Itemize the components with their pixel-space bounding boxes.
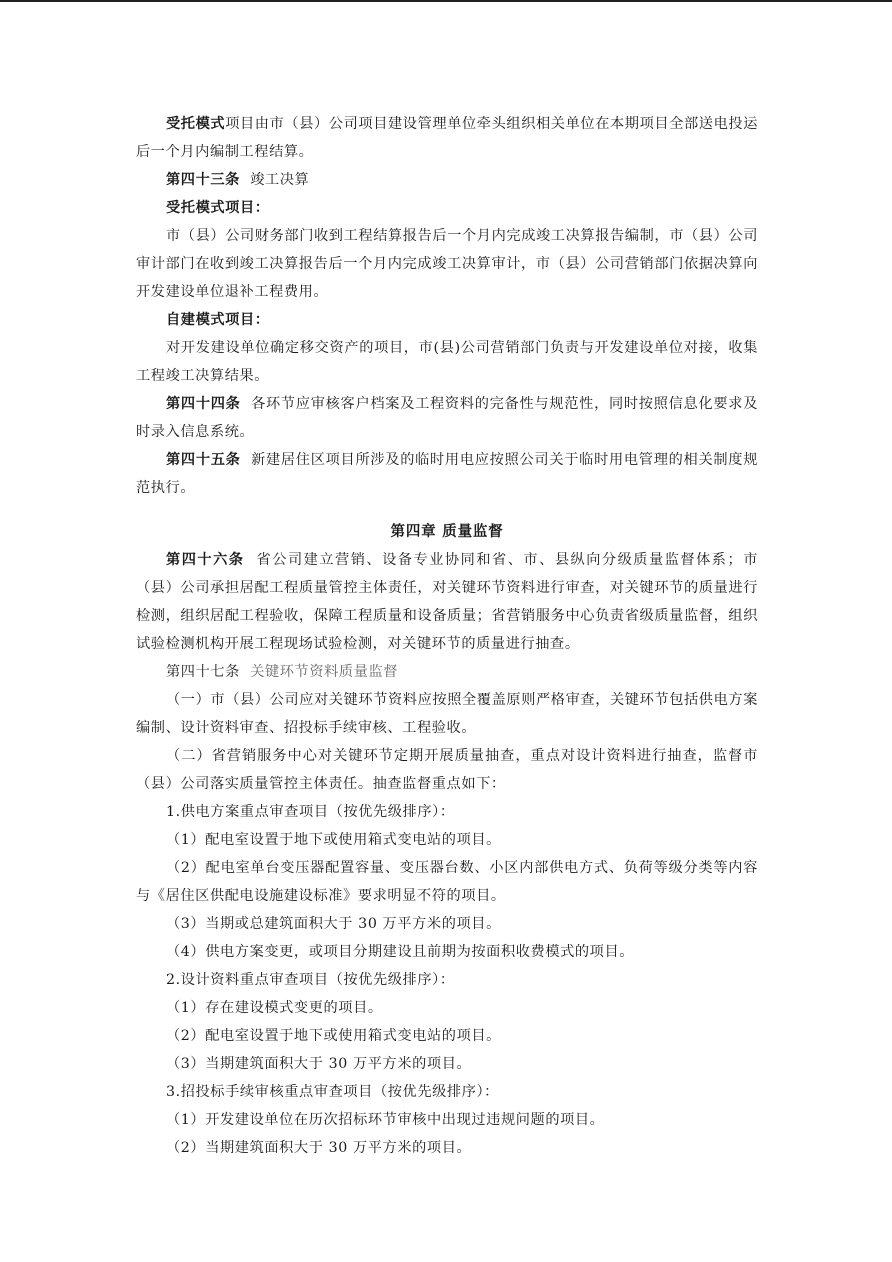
list-item: （1）开发建设单位在历次招标环节审核中出现过违规问题的项目。 xyxy=(166,1112,605,1128)
self-build-mode-paragraph: 对开发建设单位确定移交资产的项目，市(县)公司营销部门负责与开发建设单位对接，收集工程竣工决算结果。 xyxy=(136,340,758,384)
list-item: （2）配电室单台变压器配置容量、变压器台数、小区内部供电方式、负荷等级分类等内容与《居住区供配电设施建设标准》要求明显不符的项目。 xyxy=(136,860,758,904)
paragraph-entrusted-settlement xyxy=(136,110,758,166)
document-page xyxy=(136,110,758,1162)
entrusted-mode-heading: 受托模式项目： xyxy=(166,200,270,216)
article-46 xyxy=(136,546,758,658)
article-text: 各环节应审核客户档案及工程资料的完备性与规范性，同时按照信息化要求及时录入信息系统。 xyxy=(136,396,758,440)
term-entrusted-mode: 受托模式 xyxy=(166,116,226,132)
article-text: 新建居住区项目所涉及的临时用电应按照公司关于临时用电管理的相关制度规范执行。 xyxy=(136,452,758,496)
article-43-heading xyxy=(136,166,758,194)
list-item: （2）配电室设置于地下或使用箱式变电站的项目。 xyxy=(166,1028,501,1044)
list-1-heading: 1.供电方案重点审查项目（按优先级排序）： xyxy=(166,804,455,820)
list-item: （2）当期建筑面积大于 30 万平方米的项目。 xyxy=(166,1140,472,1156)
article-label: 第四十四条 xyxy=(166,396,241,412)
top-border-rule xyxy=(0,0,892,2)
entrusted-mode-paragraph: 市（县）公司财务部门收到工程结算报告后一个月内完成竣工决算报告编制，市（县）公司审计部门在收到竣工决算报告后一个月内完成竣工决算审计，市（县）公司营销部门依据决算向开发建设单位退补工程费用。 xyxy=(136,228,758,300)
article-47-item-2: （二）省营销服务中心对关键环节定期开展质量抽查，重点对设计资料进行抽查，监督市（县）公司落实质量管控主体责任。抽查监督重点如下： xyxy=(136,748,758,792)
list-item: （4）供电方案变更，或项目分期建设且前期为按面积收费模式的项目。 xyxy=(166,944,635,960)
article-title: 竣工决算 xyxy=(250,172,310,188)
paragraph-text: 项目由市（县）公司项目建设管理单位牵头组织相关单位在本期项目全部送电投运后一个月内编制工程结算。 xyxy=(136,116,758,160)
self-build-mode-heading: 自建模式项目： xyxy=(166,312,270,328)
list-item: （1）配电室设置于地下或使用箱式变电站的项目。 xyxy=(166,832,501,848)
article-45 xyxy=(136,446,758,502)
article-text: 省公司建立营销、设备专业协同和省、市、县纵向分级质量监督体系；市（县）公司承担居配工程质量管控主体责任，对关键环节资料进行审查，对关键环节的质量进行检测，组织居配工程验收，保障工程质量和设备质量；省营销服务中心负责省级质量监督，组织试验检测机构开展工程现场试验检测，对关键环节的质量进行抽查。 xyxy=(136,552,758,652)
list-2-heading: 2.设计资料重点审查项目（按优先级排序）： xyxy=(166,972,455,988)
article-label: 第四十六条 xyxy=(166,552,245,568)
list-item: （3）当期建筑面积大于 30 万平方米的项目。 xyxy=(166,1056,472,1072)
chapter-4-title: 第四章 质量监督 xyxy=(390,524,504,540)
article-label: 第四十三条 xyxy=(166,172,240,188)
article-label: 第四十五条 xyxy=(166,452,241,468)
article-title: 关键环节资料质量监督 xyxy=(250,664,399,680)
article-44 xyxy=(136,390,758,446)
article-47-item-1: （一）市（县）公司应对关键环节资料应按照全覆盖原则严格审查，关键环节包括供电方案编制、设计资料审查、招投标手续审核、工程验收。 xyxy=(136,692,758,736)
list-3-heading: 3.招投标手续审核重点审查项目（按优先级排序）： xyxy=(166,1084,499,1100)
list-item: （1）存在建设模式变更的项目。 xyxy=(166,1000,383,1016)
article-label: 第四十七条 xyxy=(166,664,240,680)
article-47-heading xyxy=(136,658,758,686)
list-item: （3）当期或总建筑面积大于 30 万平方米的项目。 xyxy=(166,916,501,932)
